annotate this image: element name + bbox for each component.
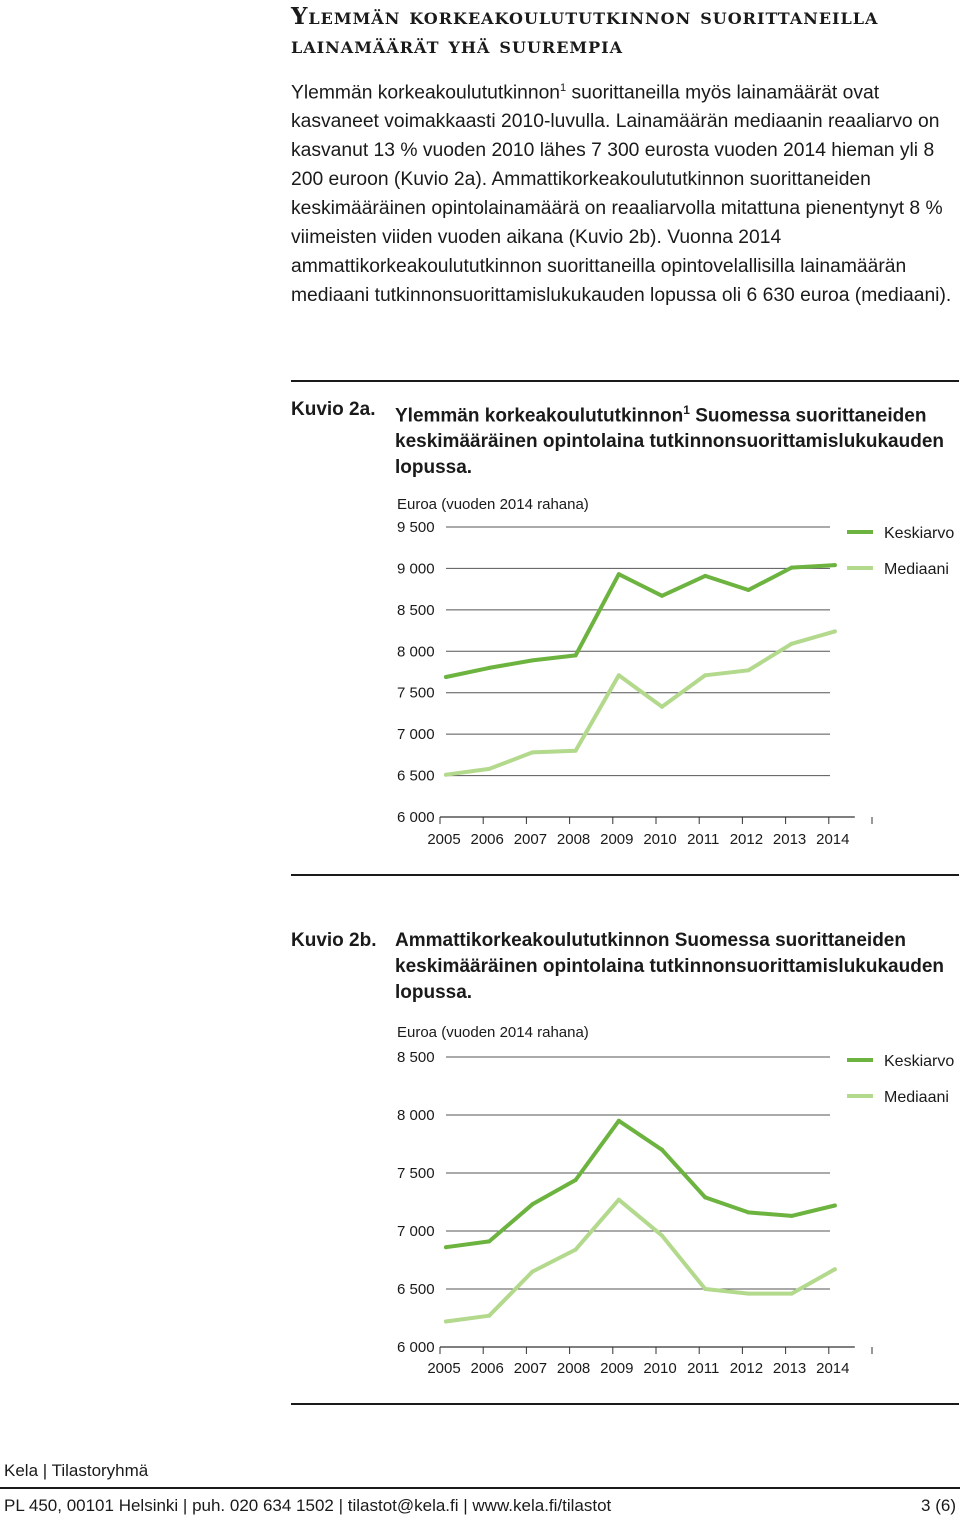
data-point (790, 1214, 794, 1218)
x-tick-label: 2009 (600, 1360, 634, 1377)
chart-2a (380, 490, 960, 860)
y-tick-label: 7 500 (397, 684, 435, 702)
x-tick-label: 2007 (513, 831, 548, 848)
series-line-keskiarvo (446, 565, 835, 677)
data-point (530, 1270, 534, 1274)
figure-b-number: Kuvio 2b. (291, 930, 377, 951)
data-point (444, 675, 448, 679)
data-point (833, 563, 837, 567)
data-point (574, 749, 578, 753)
data-point (790, 642, 794, 646)
data-point (444, 1245, 448, 1249)
figure-a-bottom-rule (291, 874, 959, 876)
data-point (574, 653, 578, 657)
x-tick-label: 2007 (513, 1360, 548, 1377)
x-tick-label: 2010 (643, 1360, 677, 1377)
x-tick-label: 2005 (427, 1360, 461, 1377)
x-tick-label: 2010 (643, 831, 677, 848)
y-tick-label: 6 000 (397, 809, 435, 826)
data-point (530, 750, 534, 754)
data-point (660, 705, 664, 709)
data-point (617, 1198, 621, 1202)
intro-text-start: Ylemmän korkeakoulututkinnon (291, 82, 561, 104)
intro-paragraph (291, 74, 959, 310)
data-point (790, 566, 794, 570)
section-heading (291, 2, 951, 60)
y-tick-label: 7 000 (397, 1223, 435, 1240)
data-point (746, 1210, 750, 1214)
figure-a-caption (291, 397, 959, 481)
figure-a-top-rule (291, 380, 959, 382)
x-tick-label: 2014 (816, 831, 850, 848)
y-axis-label: Euroa (vuoden 2014 rahana) (397, 496, 589, 513)
x-tick-label: 2006 (470, 831, 504, 848)
x-tick-label: 2005 (427, 831, 461, 848)
data-point (703, 1287, 707, 1291)
intro-text-rest: suorittaneilla myös lainamäärät ovat kasvaneet voimakkaasti 2010-luvulla. Lainamäärän mediaanin reaaliarvo on kasvanut 13 % vuoden 2010 lähes 7 300 eurosta vuoden 2014 hieman yli 8 200 euroon (Kuvio 2a). Ammattikorkeakoulututkinnon suorittaneiden keskimääräinen opintolainamäärä on reaaliarvolla mitattuna pienentynyt 8 % viimeisten viiden vuoden aikana (Kuvio 2b). Vuonna 2014 ammattikorkeakoulututkinnon suorittaneilla opintovelallisilla lainamäärän mediaani tutkinnonsuorittamislukukauden lopussa oli 6 630 euroa (mediaani). (291, 82, 952, 307)
data-point (617, 673, 621, 677)
data-point (574, 1248, 578, 1252)
y-tick-label: 9 500 (397, 519, 435, 536)
footer-address: PL 450, 00101 Helsinki | puh. 020 634 1502 | tilastot@kela.fi | www.kela.fi/tilastot (4, 1496, 612, 1515)
data-point (746, 668, 750, 672)
figure-a-footnote-marker: 1 (683, 403, 690, 417)
y-tick-label: 7 000 (397, 726, 435, 744)
section-heading-line-2: lainamäärät yhä suurempia (291, 32, 624, 59)
x-tick-label: 2012 (729, 1360, 764, 1377)
x-tick-label: 2013 (772, 1360, 807, 1377)
data-point (703, 574, 707, 578)
footer-rule (0, 1487, 960, 1489)
y-tick-label: 7 500 (397, 1165, 435, 1182)
data-point (660, 1148, 664, 1152)
x-tick-label: 2009 (600, 831, 634, 848)
legend-label: Mediaani (884, 1089, 949, 1106)
x-tick-label: 2008 (556, 831, 591, 848)
x-tick-label: 2014 (816, 1360, 850, 1377)
y-tick-label: 6 500 (397, 767, 435, 785)
data-point (746, 1292, 750, 1296)
y-tick-label: 9 000 (397, 560, 435, 578)
data-point (487, 666, 491, 670)
data-point (746, 588, 750, 592)
y-tick-label: 6 500 (397, 1281, 435, 1298)
data-point (703, 1195, 707, 1199)
footer-org: Kela | Tilastoryhmä (4, 1461, 149, 1480)
x-tick-label: 2006 (470, 1360, 504, 1377)
series-line-mediaani (446, 631, 835, 774)
intro-footnote-marker: 1 (560, 82, 567, 94)
data-point (833, 1267, 837, 1271)
data-point (530, 1202, 534, 1206)
legend-label: Mediaani (884, 561, 949, 578)
data-point (617, 572, 621, 576)
y-tick-label: 6 000 (397, 1339, 435, 1356)
x-tick-label: 2011 (687, 1360, 720, 1377)
x-tick-label: 2012 (729, 831, 764, 848)
legend-label: Keskiarvo (884, 525, 955, 542)
data-point (833, 1204, 837, 1208)
figure-a-title: Ylemmän korkeakoulututkinnon$^1$ Suomessa suorittaneiden keskimääräinen opintolaina tutkinnonsuorittamislukukauden lopussa. (395, 403, 944, 479)
data-point (444, 773, 448, 777)
footer-page-number: 3 (6) (921, 1496, 956, 1515)
x-tick-label: 2008 (556, 1360, 591, 1377)
figure-b-caption (291, 928, 959, 1006)
data-point (660, 594, 664, 598)
x-tick-label: 2013 (772, 831, 807, 848)
figure-b-bottom-rule (291, 1403, 959, 1405)
data-point (530, 658, 534, 662)
data-point (444, 1320, 448, 1324)
data-point (833, 629, 837, 633)
data-point (487, 1314, 491, 1318)
y-tick-label: 8 000 (397, 643, 435, 661)
legend-label: Keskiarvo (884, 1053, 955, 1070)
data-point (487, 1239, 491, 1243)
y-tick-label: 8 000 (397, 1107, 435, 1124)
y-tick-label: 8 500 (397, 601, 435, 619)
chart-2b (380, 1018, 960, 1390)
series-line-mediaani (446, 1200, 835, 1322)
data-point (703, 673, 707, 677)
series-line-keskiarvo (446, 1121, 835, 1247)
data-point (574, 1178, 578, 1182)
data-point (617, 1119, 621, 1123)
x-tick-label: 2011 (687, 831, 720, 848)
data-point (790, 1292, 794, 1296)
figure-a-number: Kuvio 2a. (291, 399, 376, 420)
figure-b-title: Ammattikorkeakoulututkinnon Suomessa suorittaneiden keskimääräinen opintolaina tutkinnonsuorittamislukukauden lopussa. (395, 930, 944, 1003)
y-axis-label: Euroa (vuoden 2014 rahana) (397, 1024, 589, 1041)
y-tick-label: 8 500 (397, 1049, 435, 1066)
data-point (660, 1234, 664, 1238)
section-heading-line-1: Ylemmän korkeakoulututkinnon suorittaneilla (291, 3, 879, 30)
data-point (487, 767, 491, 771)
